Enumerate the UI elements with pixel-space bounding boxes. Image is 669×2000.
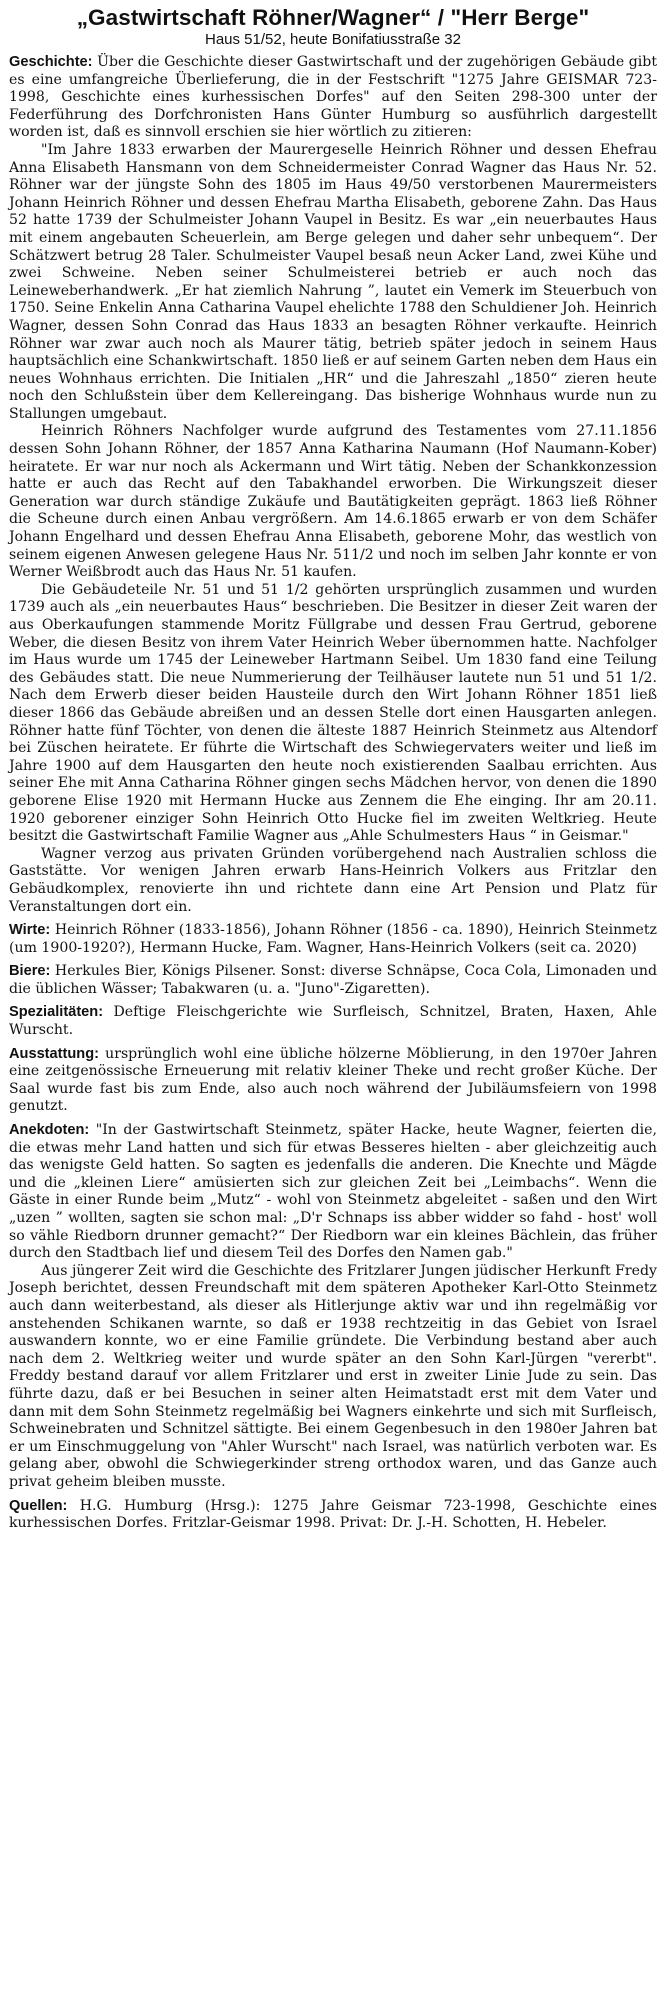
- section-quellen: [9, 1498, 657, 1533]
- quellen-paragraph: [9, 1498, 657, 1533]
- page-title: „Gastwirtschaft Röhner/Wagner“ / "Herr Berge": [76, 5, 590, 30]
- section-label: Biere:: [9, 963, 51, 980]
- section-geschichte: [9, 54, 657, 916]
- paragraph-text: Heinrich Röhner (1833-1856), Johann Röhner (1856 - ca. 1890), Heinrich Steinmetz (um 1900-1920?), Hermann Hucke, Fam. Wagner, Hans-Heinrich Volkers (seit ca. 2020): [9, 922, 657, 956]
- section-ausstattung: [9, 1046, 657, 1116]
- section-label: Geschichte:: [9, 54, 93, 70]
- section-label: Wirte:: [9, 922, 51, 939]
- spezialitaeten-paragraph: [9, 1004, 657, 1039]
- paragraph-text: Deftige Fleischgerichte wie Surfleisch, Schnitzel, Braten, Haxen, Ahle Wurscht.: [9, 1004, 657, 1039]
- page-subtitle: Haus 51/52, heute Bonifatiusstraße 32: [205, 31, 461, 48]
- anekdoten-paragraph: Aus jüngerer Zeit wird die Geschichte des Fritzlarer Jungen jüdischer Herkunft Fredy Joseph berichtet, dessen Freundschaft mit dem späteren Apotheker Karl-Otto Steinmetz auch dann weiterbestand, als dieser als Hitlerjunge aktiv war und ihn regelmäßig vor anstehenden Schikanen warnte, so daß er 1938 rechtzeitig in das Gebiet von Israel auswandern konnte, wo er eine Familie gründete. Die Verbindung bestand aber auch nach dem 2. Weltkrieg weiter und wurde später an den Sohn Karl-Jürgen "vererbt". Freddy bestand darauf vor allem Fritzlarer und erst in zweiter Linie Jude zu sein. Das führte dazu, daß er bei Besuchen in seiner alten Heimatstadt erst mit dem Vater und dann mit dem Sohn Steinmetz regelmäßig bei Wagners einkehrte und sich mit Surfleisch, Schweinebraten und Schnitzel sättigte. Bei einem Gegenbesuch in den 1980er Jahren bat er um Einschmuggelung von "Ahler Wurscht" nach Israel, was natürlich verboten war. Es gelang aber, obwohl die Schwiegerkinder streng orthodox waren, und das Ganze auch privat geheim bleiben musste.: [9, 1262, 657, 1490]
- paragraph-text: H.G. Humburg (Hrsg.): 1275 Jahre Geismar 723-1998, Geschichte eines kurhessischen Dorfes. Fritzlar-Geismar 1998. Privat: Dr. J.-H. Schotten, H. Hebeler.: [9, 1497, 657, 1532]
- section-anekdoten: [9, 1122, 657, 1491]
- biere-paragraph: [9, 963, 657, 998]
- section-label: Ausstattung:: [9, 1045, 99, 1062]
- paragraph-text: Über die Geschichte dieser Gastwirtschaft und der zugehörigen Gebäude gibt es eine umfangreiche Überlieferung, die in der Festschrift "1275 Jahre GEISMAR 723-1998, Geschichte eines kurhessischen Dorfes" auf den Seiten 298-300 unter der Federführung des Dorfchronisten Hans Günter Humburg so ausführlich dargestellt worden ist, daß es sinnvoll erschien sie hier wörtlich zu zitieren:: [9, 54, 657, 141]
- section-spezialitaeten: [9, 1004, 657, 1039]
- geschichte-paragraph: Heinrich Röhners Nachfolger wurde aufgrund des Testamentes vom 27.11.1856 dessen Sohn Johann Röhner, der 1857 Anna Katharina Naumann (Hof Naumann-Kober) heiratete. Er war nur noch als Ackermann und Wirt tätig. Neben der Schankkonzession hatte er auch das Recht auf den Tabakhandel erworben. Die Wirkungszeit dieser Generation war durch ständige Zukäufe und Bautätigkeiten geprägt. 1863 ließ Röhner die Scheune durch einen Anbau vergrößern. Am 14.6.1865 erwarb er von dem Schäfer Johann Engelhard und dessen Ehefrau Anna Elisabeth, geborene Mohr, das westlich von seinem eigenen Anwesen gelegene Haus Nr. 511/2 und noch im selben Jahr konnte er von Werner Weißbrodt auch das Haus Nr. 51 kaufen.: [9, 423, 657, 581]
- ausstattung-paragraph: [9, 1046, 657, 1116]
- paragraph-text: "In der Gastwirtschaft Steinmetz, später Hacke, heute Wagner, feierten die, die etwas mehr Land hatten und sich für etwas Besseres hielten - aber gleichzeitig auch das wenigste Geld hatten. So sagten es jedenfalls die anderen. Die Knechte und Mägde und die „kleinen Liere“ amüsierten sich zur gleichen Zeit bei „Leimbachs“. Wenn die Gäste in einer Runde beim „Mutz“ - wohl von Steinmetz abgeleitet - saßen und den Wirt „uzen ” wollten, sagten sie schon mal: „D'r Schnaps iss abber widder so fahd - host' woll so vähle Riedborn drunner gemacht?“ Der Riedborn war ein kleines Bächlein, das früher durch den Stadtbach lief und diesem Teil des Dorfes den Namen gab.": [9, 1122, 657, 1262]
- geschichte-paragraph: "Im Jahre 1833 erwarben der Maurergeselle Heinrich Röhner und dessen Ehefrau Anna Elisabeth Hansmann von dem Schneidermeister Conrad Wagner das Haus Nr. 52. Röhner war der jüngste Sohn des 1805 im Haus 49/50 verstorbenen Maurermeisters Johann Heinrich Röhner und dessen Ehefrau Martha Elisabeth, geborene Zahn. Das Haus 52 hatte 1739 der Schulmeister Johann Vaupel in Besitz. Es war „ein neuerbautes Haus mit einem angebauten Scheuerlein, am Berge gelegen und daher sehr unbequem“. Der Schätzwert betrug 28 Taler. Schulmeister Vaupel besaß neun Acker Land, zwei Kühe und zwei Schweine. Neben seiner Schulmeisterei betrieb er auch noch das Leineweberhandwerk. „Er hat ziemlich Nahrung ”, lautet ein Vemerk im Steuerbuch von 1750. Seine Enkelin Anna Catharina Vaupel ehelichte 1788 den Schuldiener Joh. Heinrich Wagner, dessen Sohn Conrad das Haus 1833 an besagten Röhner verkaufte. Heinrich Röhner war zwar auch noch als Maurer tätig, betrieb später jedoch in seinem Haus hauptsächlich eine Schankwirtschaft. 1850 ließ er auf seinem Garten neben dem Haus ein neues Wohnhaus errichten. Die Initialen „HR“ und die Jahreszahl „1850“ zieren heute noch den Schlußstein über dem Kellereingang. Das bisherige Wohnhaus wurde nun zu Stallungen umgebaut.: [9, 141, 657, 422]
- wirte-paragraph: [9, 922, 657, 957]
- paragraph-text: ursprünglich wohl eine übliche hölzerne Möblierung, in den 1970er Jahren eine zeitgenössische Erneuerung mit relativ kleiner Theke und recht großer Küche. Der Saal wurde fast bis zum Ende, also auch noch während der Jubiläumsfeiern von 1998 genutzt.: [9, 1045, 657, 1115]
- section-label: Anekdoten:: [9, 1122, 90, 1139]
- section-label: Quellen:: [9, 1497, 68, 1514]
- section-biere: [9, 963, 657, 998]
- geschichte-paragraph: [9, 54, 657, 142]
- anekdoten-paragraph: [9, 1122, 657, 1263]
- geschichte-paragraph: Die Gebäudeteile Nr. 51 und 51 1/2 gehörten ursprünglich zusammen und wurden 1739 auch als „ein neuerbautes Haus“ beschrieben. Die Besitzer in dieser Zeit waren der aus Oberkaufungen stammende Moritz Füllgrabe und dessen Frau Gertrud, geborene Weber, die diesen Besitz von ihrem Vater Heinrich Weber übernommen hatte. Nachfolger im Haus wurde um 1745 der Leineweber Hartmann Seibel. Um 1830 fand eine Teilung des Gebäudes statt. Die neue Nummerierung der Teilhäuser lautete nun 51 und 51 1/2. Nach dem Erwerb dieser beiden Hausteile durch den Wirt Johann Röhner 1851 ließ dieser 1866 das Gebäude abreißen und an dessen Stelle dort einen Hausgarten anlegen. Röhner hatte fünf Töchter, von denen die älteste 1887 Heinrich Steinmetz aus Altendorf bei Züschen heiratete. Er führte die Wirtschaft des Schwiegervaters weiter und ließ im Jahre 1900 auf dem Hausgarten den heute noch existierenden Saalbau errichten. Aus seiner Ehe mit Anna Catharina Röhner gingen sechs Mädchen hervor, von denen die 1890 geborene Elise 1920 mit Hermann Hucke aus Zennem die Ehe einging. Ihr am 20.11. 1920 geborener einziger Sohn Heinrich Otto Hucke fiel im zweiten Weltkrieg. Heute besitzt die Gastwirtschaft Familie Wagner aus „Ahle Schulmesters Haus “ in Geismar.": [9, 581, 657, 845]
- geschichte-paragraph: Wagner verzog aus privaten Gründen vorübergehend nach Australien schloss die Gaststätte. Vor wenigen Jahren erwarb Hans-Heinrich Volkers aus Fritzlar den Gebäudkomplex, renovierte ihn und richtete dann eine Art Pension und Platz für Veranstaltungen dort ein.: [9, 845, 657, 915]
- section-label: Spezialitäten:: [9, 1004, 104, 1021]
- paragraph-text: Herkules Bier, Königs Pilsener. Sonst: diverse Schnäpse, Coca Cola, Limonaden und die üblichen Wässer; Tabakwaren (u. a. "Juno"-Zigaretten).: [9, 963, 657, 997]
- section-wirte: [9, 922, 657, 957]
